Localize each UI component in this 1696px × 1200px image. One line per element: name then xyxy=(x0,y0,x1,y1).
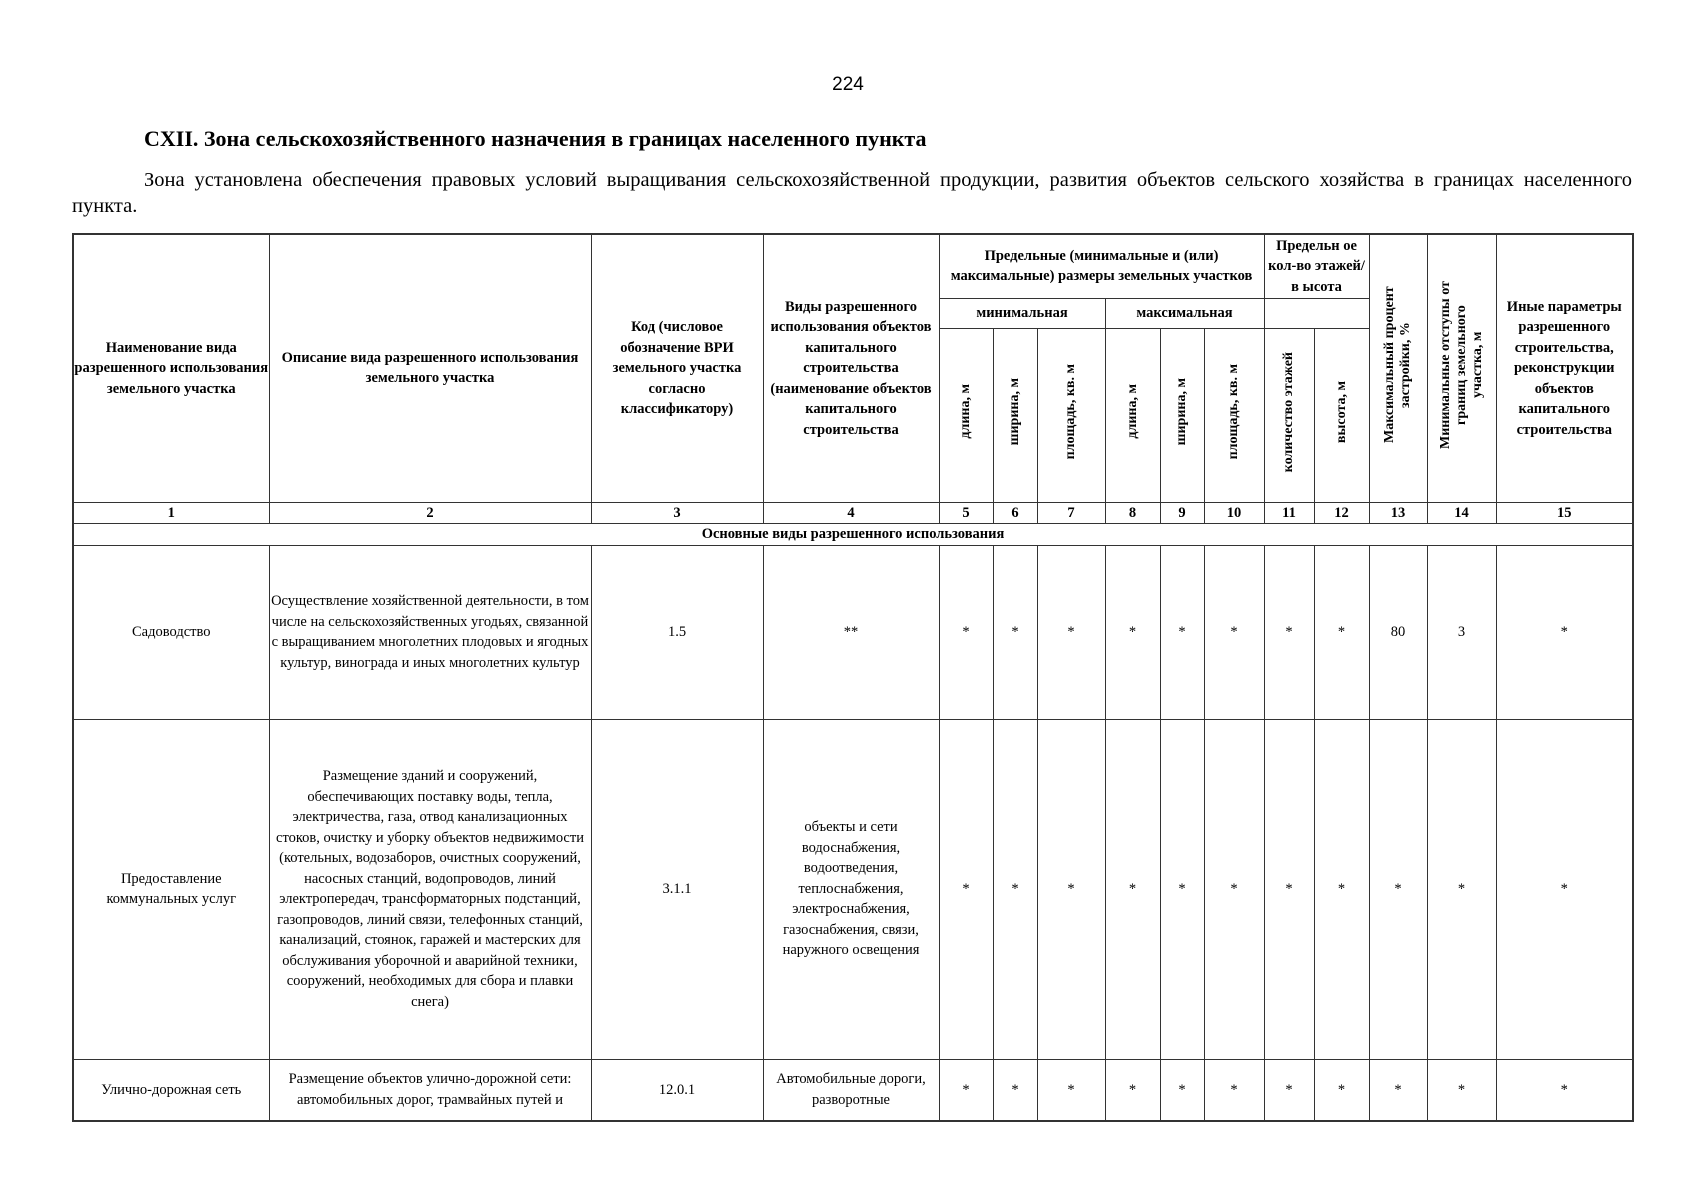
section-title: Основные виды разрешенного использования xyxy=(73,524,1633,546)
value-cell: * xyxy=(1369,1059,1427,1121)
value-cell: * xyxy=(1037,1059,1105,1121)
table-row xyxy=(73,719,1633,1059)
vri-description: Размещение зданий и сооружений, обеспечивающих поставку воды, тепла, электричества, газа, отвод канализационных стоков, очистку и уборку объектов недвижимости (котельных, водозаборов, очистных сооружений, насосных станций, водопроводов, линий электропередач, трансформаторных подстанций, газопроводов, линий связи, телефонных станций, канализаций, стоянок, гаражей и мастерских для обслуживания уборочной и аварийной техники, сооружений, необходимых для сбора и плавки снега) xyxy=(269,719,591,1059)
value-cell: * xyxy=(1496,719,1633,1059)
page-number: 224 xyxy=(832,74,864,95)
column-number: 12 xyxy=(1314,502,1369,524)
value-cell: * xyxy=(939,545,993,719)
header-plot-size-limits: Предельные (минимальные и (или) максимальные) размеры земельных участков xyxy=(939,234,1264,298)
vri-description: Размещение объектов улично-дорожной сети: автомобильных дорог, трамвайных путей и xyxy=(269,1059,591,1121)
value-cell: * xyxy=(1264,719,1314,1059)
oks-types: Автомобильные дороги, разворотные xyxy=(763,1059,939,1121)
value-cell: * xyxy=(1037,719,1105,1059)
value-cell: * xyxy=(1204,1059,1264,1121)
column-number: 15 xyxy=(1496,502,1633,524)
zoning-parameters-table xyxy=(72,233,1634,1122)
value-cell: * xyxy=(993,545,1037,719)
header-floors-count: количество этажей xyxy=(1264,328,1314,502)
header-other-parameters: Иные параметры разрешенного строительства, реконструкции объектов капитального строительства xyxy=(1496,234,1633,502)
column-number: 6 xyxy=(993,502,1037,524)
header-floors-height-limits: Предельн ое кол-во этажей/в ысота xyxy=(1264,234,1369,298)
table-row xyxy=(73,545,1633,719)
header-oks-types: Виды разрешенного использования объектов капитального строительства (наименование объектов капитального строительства xyxy=(763,234,939,502)
value-cell: * xyxy=(1037,545,1105,719)
vri-code: 12.0.1 xyxy=(591,1059,763,1121)
value-cell: * xyxy=(1105,1059,1160,1121)
vri-code: 3.1.1 xyxy=(591,719,763,1059)
value-cell: * xyxy=(1496,1059,1633,1121)
value-cell: * xyxy=(939,719,993,1059)
column-number: 8 xyxy=(1105,502,1160,524)
header-vri-description: Описание вида разрешенного использования земельного участка xyxy=(269,234,591,502)
value-cell: * xyxy=(993,719,1037,1059)
value-cell: * xyxy=(1160,719,1204,1059)
column-number: 10 xyxy=(1204,502,1264,524)
table-row xyxy=(73,1059,1633,1121)
value-cell: * xyxy=(1204,545,1264,719)
header-length-min: длина, м xyxy=(939,328,993,502)
header-length-max: длина, м xyxy=(1105,328,1160,502)
header-vri-code: Код (числовое обозначение ВРИ земельного участка согласно классификатору) xyxy=(591,234,763,502)
value-cell: 3 xyxy=(1427,545,1496,719)
header-area-min: площадь, кв. м xyxy=(1037,328,1105,502)
column-number-row xyxy=(73,502,1633,524)
value-cell: * xyxy=(939,1059,993,1121)
header-width-min: ширина, м xyxy=(993,328,1037,502)
column-number: 4 xyxy=(763,502,939,524)
header-height: высота, м xyxy=(1314,328,1369,502)
header-area-max: площадь, кв. м xyxy=(1204,328,1264,502)
header-minimum: минимальная xyxy=(939,298,1105,328)
zone-title: CXII. Зона сельскохозяйственного назначения в границах населенного пункта xyxy=(144,126,927,151)
value-cell: * xyxy=(1427,719,1496,1059)
column-number: 14 xyxy=(1427,502,1496,524)
value-cell: * xyxy=(1105,719,1160,1059)
zone-description: Зона установлена обеспечения правовых условий выращивания сельскохозяйственной продукции, развития объектов сельского хозяйства в границах населенного пункта. xyxy=(72,169,1632,217)
column-number: 5 xyxy=(939,502,993,524)
vri-name: Садоводство xyxy=(73,545,269,719)
header-min-setbacks: Минимальные отступы от границ земельного участка, м xyxy=(1427,234,1496,502)
value-cell: * xyxy=(1160,545,1204,719)
value-cell: 80 xyxy=(1369,545,1427,719)
vri-name: Предоставление коммунальных услуг xyxy=(73,719,269,1059)
value-cell: * xyxy=(1369,719,1427,1059)
header-vri-name: Наименование вида разрешенного использования земельного участка xyxy=(73,234,269,502)
column-number: 11 xyxy=(1264,502,1314,524)
column-number: 7 xyxy=(1037,502,1105,524)
value-cell: * xyxy=(1105,545,1160,719)
vri-name: Улично-дорожная сеть xyxy=(73,1059,269,1121)
header-max-building-percent: Максимальный процент застройки, % xyxy=(1369,234,1427,502)
value-cell: * xyxy=(1160,1059,1204,1121)
value-cell: * xyxy=(1264,545,1314,719)
value-cell: * xyxy=(1427,1059,1496,1121)
value-cell: * xyxy=(1204,719,1264,1059)
value-cell: * xyxy=(1496,545,1633,719)
value-cell: * xyxy=(1314,719,1369,1059)
column-number: 9 xyxy=(1160,502,1204,524)
column-number: 3 xyxy=(591,502,763,524)
value-cell: * xyxy=(993,1059,1037,1121)
value-cell: * xyxy=(1264,1059,1314,1121)
header-floors-spacer xyxy=(1264,298,1369,328)
oks-types: ** xyxy=(763,545,939,719)
header-maximum: максимальная xyxy=(1105,298,1264,328)
value-cell: * xyxy=(1314,1059,1369,1121)
column-number: 13 xyxy=(1369,502,1427,524)
column-number: 2 xyxy=(269,502,591,524)
value-cell: * xyxy=(1314,545,1369,719)
oks-types: объекты и сети водоснабжения, водоотведения, теплоснабжения, электроснабжения, газоснабжения, связи, наружного освещения xyxy=(763,719,939,1059)
column-number: 1 xyxy=(73,502,269,524)
header-width-max: ширина, м xyxy=(1160,328,1204,502)
vri-description: Осуществление хозяйственной деятельности, в том числе на сельскохозяйственных угодьях, связанной с выращиванием многолетних плодовых и ягодных культур, винограда и иных многолетних культур xyxy=(269,545,591,719)
vri-code: 1.5 xyxy=(591,545,763,719)
